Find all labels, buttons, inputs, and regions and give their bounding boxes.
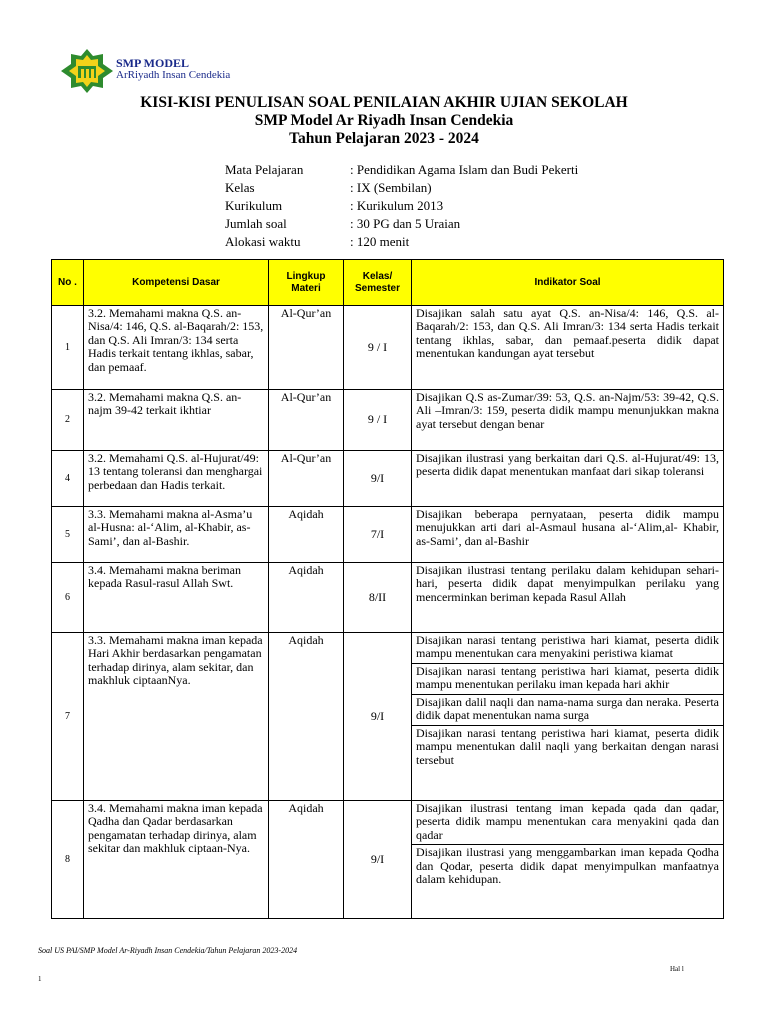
page-hal-label: Hal l (670, 965, 684, 973)
row-kompetensi-dasar: 3.3. Memahami makna iman kepada Hari Akhir berdasarkan pengamatan terhadap dirinya, alam sekitar, dan makhluk ciptaanNya. (84, 633, 269, 801)
table-header-row (52, 260, 724, 306)
meta-label: Kurikulum (225, 198, 283, 213)
row-kompetensi-dasar: 3.3. Memahami makna al-Asma’u al-Husna: al-‘Alim, al-Khabir, as-Sami’, dan al-Bashir. (84, 507, 269, 563)
meta-value: : 30 PG dan 5 Uraian (350, 216, 461, 231)
header-no: No . (52, 260, 84, 306)
row-kompetensi-dasar: 3.4. Memahami makna iman kepada Qadha dan Qadar berdasarkan pengamatan terhadap dirinya, alam sekitar dan makhluk ciptaan-Nya. (84, 801, 269, 919)
meta-value: : Kurikulum 2013 (350, 198, 444, 213)
meta-row (225, 216, 690, 234)
indikator-item: Disajikan narasi tentang peristiwa hari kiamat, peserta didik mampu menentukan perilaku iman kepada hari akhir (412, 663, 723, 692)
row-no: 8 (52, 801, 84, 919)
row-indikator-soal (412, 633, 724, 801)
row-no: 1 (52, 306, 84, 390)
row-kelas-semester: 8/II (344, 563, 412, 633)
row-indikator-soal (412, 801, 724, 919)
row-indikator-soal: Disajikan ilustrasi yang berkaitan dari Q.S. al-Hujurat/49: 13, peserta didik dapat menentukan manfaat dari sikap toleransi (412, 451, 724, 507)
meta-row (225, 180, 690, 198)
meta-label: Kelas (225, 180, 255, 195)
header-lingkup-materi: Lingkup Materi (269, 260, 344, 306)
meta-row (225, 162, 690, 180)
table-row (52, 507, 724, 563)
row-lingkup-materi: Al-Qur’an (269, 390, 344, 451)
row-kompetensi-dasar: 3.2. Memahami makna Q.S. an- najm 39-42 terkait ikhtiar (84, 390, 269, 451)
row-lingkup-materi: Aqidah (269, 563, 344, 633)
meta-value: : IX (Sembilan) (350, 180, 432, 195)
header-kelas-semester: Kelas/ Semester (344, 260, 412, 306)
row-no: 6 (52, 563, 84, 633)
kisi-kisi-table (51, 259, 724, 919)
meta-value: : 120 menit (350, 234, 410, 249)
table-row (52, 563, 724, 633)
meta-row (225, 234, 690, 252)
footer-text: Soal US PAI/SMP Model Ar-Riyadh Insan Cendekia/Tahun Pelajaran 2023-2024 (38, 946, 298, 955)
meta-label: Alokasi waktu (225, 234, 301, 249)
row-no: 2 (52, 390, 84, 451)
school-name: SMP MODEL (116, 56, 190, 70)
indikator-item: Disajikan ilustrasi tentang iman kepada qada dan qadar, peserta didik mampu menentukan cara menyakini qada dan qadar (416, 801, 719, 842)
table-row (52, 801, 724, 919)
indikator-item: Disajikan dalil naqli dan nama-nama surga dan neraka. Peserta didik dapat menentukan nama surga (412, 694, 723, 723)
table-row (52, 390, 724, 451)
row-kompetensi-dasar: 3.2. Memahami makna Q.S. an-Nisa/4: 146, Q.S. al-Baqarah/2: 153, dan Q.S. Ali Imran/3: 134 serta Hadis terkait tentang ikhlas, sabar, dan pemaaf. (84, 306, 269, 390)
document-subtitle-year: Tahun Pelajaran 2023 - 2024 (289, 130, 479, 147)
school-logo (58, 48, 116, 94)
row-kelas-semester: 9 / I (344, 390, 412, 451)
row-kompetensi-dasar: 3.2. Memahami Q.S. al-Hujurat/49: 13 tentang toleransi dan menghargai perbedaan dan Hadis terkait. (84, 451, 269, 507)
row-no: 5 (52, 507, 84, 563)
meta-label: Jumlah soal (225, 216, 287, 231)
row-kelas-semester: 9/I (344, 633, 412, 801)
meta-value: : Pendidikan Agama Islam dan Budi Pekerti (350, 162, 579, 177)
row-indikator-soal: Disajikan salah satu ayat Q.S. an-Nisa/4: 146, Q.S. al-Baqarah/2: 153, dan Q.S. Ali Imran/3: 134 serta Hadis terkait tentang ikhlas, sabar, dan pemaaf.peserta didik dapat menentukan kandungan ayat tersebut (412, 306, 724, 390)
row-lingkup-materi: Aqidah (269, 507, 344, 563)
row-kelas-semester: 9/I (344, 451, 412, 507)
row-lingkup-materi: Al-Qur’an (269, 306, 344, 390)
row-indikator-soal: Disajikan ilustrasi tentang perilaku dalam kehidupan sehari-hari, peserta didik dapat menyimpulkan perilaku yang mencerminkan beriman kepada Rasul Allah (412, 563, 724, 633)
row-no: 4 (52, 451, 84, 507)
indikator-item: Disajikan ilustrasi yang menggambarkan iman kepada Qodha dan Qodar, peserta didik dapat menyimpulkan manfaatnya dalam kehidupan. (412, 844, 723, 886)
page-number: 1 (38, 975, 42, 983)
row-no: 7 (52, 633, 84, 801)
row-lingkup-materi: Aqidah (269, 633, 344, 801)
header-kompetensi-dasar: Kompetensi Dasar (84, 260, 269, 306)
row-kelas-semester: 9 / I (344, 306, 412, 390)
meta-row (225, 198, 690, 216)
row-lingkup-materi: Al-Qur’an (269, 451, 344, 507)
header-indikator-soal: Indikator Soal (412, 260, 724, 306)
table-row (52, 306, 724, 390)
meta-label: Mata Pelajaran (225, 162, 304, 177)
indikator-item: Disajikan narasi tentang peristiwa hari kiamat, peserta didik mampu menentukan cara menyakini peristiwa kiamat (416, 633, 719, 661)
row-kompetensi-dasar: 3.4. Memahami makna beriman kepada Rasul-rasul Allah Swt. (84, 563, 269, 633)
table-row (52, 633, 724, 801)
row-lingkup-materi: Aqidah (269, 801, 344, 919)
document-subtitle-school: SMP Model Ar Riyadh Insan Cendekia (254, 112, 514, 129)
row-kelas-semester: 7/I (344, 507, 412, 563)
meta-info (225, 162, 690, 252)
school-subtitle: ArRiyadh Insan Cendekia (116, 69, 231, 81)
table-row (52, 451, 724, 507)
row-indikator-soal: Disajikan Q.S as-Zumar/39: 53, Q.S. an-Najm/53: 39-42, Q.S. Ali –Imran/3: 159, peserta didik mampu menunjukkan makna ayat tersebut dengan benar (412, 390, 724, 451)
indikator-item: Disajikan narasi tentang peristiwa hari kiamat, peserta didik mampu menentukan dalil naqli yang berkaitan dengan narasi tersebut (412, 725, 723, 767)
row-indikator-soal: Disajikan beberapa pernyataan, peserta didik mampu menujukkan arti dari al-Asmaul husana al-‘Alim,al- Khabir, as-Sami’, dan al-Bashir (412, 507, 724, 563)
row-kelas-semester: 9/I (344, 801, 412, 919)
document-title: KISI-KISI PENULISAN SOAL PENILAIAN AKHIR UJIAN SEKOLAH (140, 94, 628, 111)
